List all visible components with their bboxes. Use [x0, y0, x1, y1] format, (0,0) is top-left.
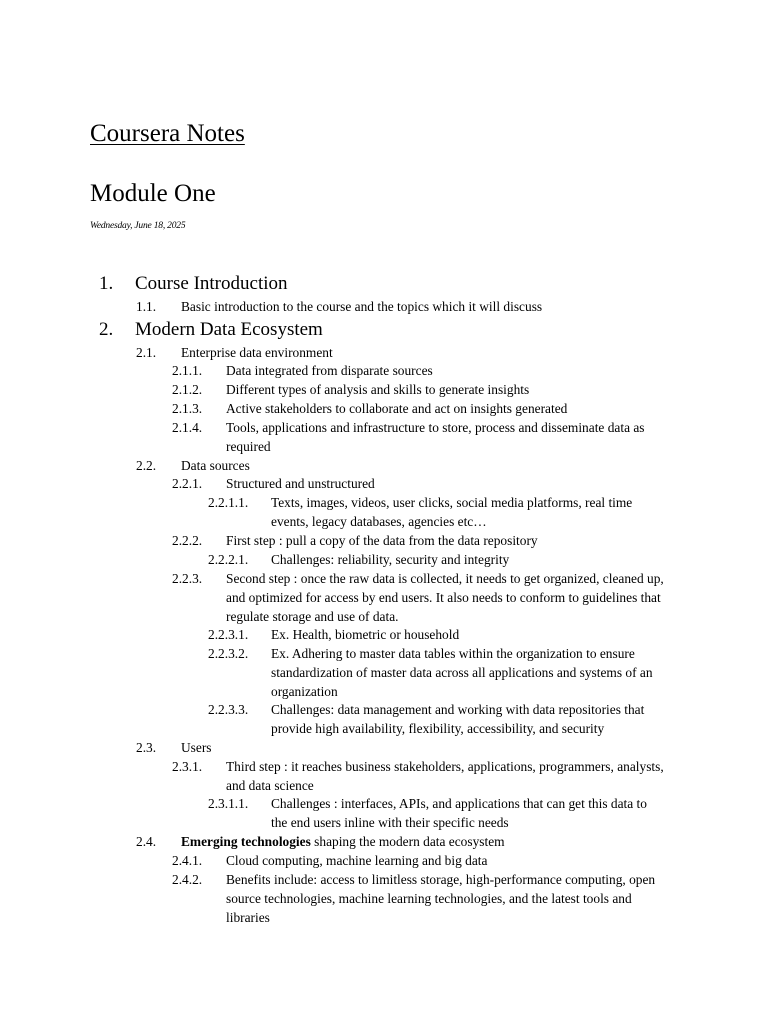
- item-text: Tools, applications and infrastructure to store, process and disseminate data as: [226, 420, 645, 435]
- item-text: source technologies, machine learning technologies, and the latest tools and: [226, 891, 632, 906]
- module-title: Module One: [90, 180, 216, 207]
- item-number: 2.3.1.1.: [208, 796, 249, 811]
- item-text: [181, 833, 505, 852]
- item-text: Challenges : interfaces, APIs, and applications that can get this data to: [271, 796, 647, 811]
- item-number: 2.3.: [136, 740, 157, 755]
- item-text: Texts, images, videos, user clicks, social media platforms, real time: [271, 495, 633, 510]
- item-number: 1.1.: [136, 299, 157, 314]
- item-text: Third step : it reaches business stakeholders, applications, programmers, analysts,: [226, 759, 664, 774]
- item-number: 2.1.3.: [172, 401, 203, 416]
- section-number: 1.: [99, 273, 114, 294]
- item-text: Active stakeholders to collaborate and act on insights generated: [226, 401, 568, 416]
- item-text: Data sources: [181, 458, 250, 473]
- item-number: 2.2.3.1.: [208, 627, 249, 642]
- item-text: the end users inline with their specific needs: [271, 815, 509, 830]
- item-text: libraries: [226, 910, 270, 925]
- item-number: 2.4.1.: [172, 853, 203, 868]
- item-text-rest: shaping the modern data ecosystem: [310, 834, 505, 849]
- item-text: and data science: [226, 778, 314, 793]
- item-text: Different types of analysis and skills to generate insights: [226, 382, 530, 397]
- item-text: Challenges: data management and working with data repositories that: [271, 702, 645, 717]
- item-number: 2.3.1.: [172, 759, 203, 774]
- page-title: Coursera Notes: [90, 120, 245, 147]
- item-text: Benefits include: access to limitless storage, high-performance computing, open: [226, 872, 656, 887]
- item-text: Basic introduction to the course and the topics which it will discuss: [181, 299, 543, 314]
- item-text: First step : pull a copy of the data from the data repository: [226, 533, 538, 548]
- item-text: Cloud computing, machine learning and big data: [226, 853, 488, 868]
- item-number: 2.2.2.1.: [208, 552, 249, 567]
- item-number: 2.2.1.: [172, 476, 203, 491]
- item-text: regulate storage and use of data.: [226, 609, 399, 624]
- item-number: 2.4.2.: [172, 872, 203, 887]
- item-text: and optimized for access by end users. It also needs to conform to guidelines that: [226, 590, 661, 605]
- item-number: 2.2.3.: [172, 571, 203, 586]
- item-text: Structured and unstructured: [226, 476, 375, 491]
- item-text: provide high availability, flexibility, accessibility, and security: [271, 721, 605, 736]
- item-number: 2.2.2.: [172, 533, 203, 548]
- item-number: 2.1.: [136, 345, 157, 360]
- bold-term: Emerging technologies: [181, 834, 311, 849]
- item-text: Enterprise data environment: [181, 345, 333, 360]
- page-date: Wednesday, June 18, 2025: [90, 221, 186, 231]
- item-number: 2.2.3.3.: [208, 702, 249, 717]
- section-title: Course Introduction: [135, 273, 288, 294]
- item-number: 2.1.1.: [172, 363, 203, 378]
- item-number: 2.2.: [136, 458, 157, 473]
- item-number: 2.2.1.1.: [208, 495, 249, 510]
- item-text: standardization of master data across all applications and systems of an: [271, 665, 653, 680]
- item-text: Ex. Health, biometric or household: [271, 627, 460, 642]
- item-text: organization: [271, 684, 338, 699]
- item-number: 2.1.4.: [172, 420, 203, 435]
- item-text: Ex. Adhering to master data tables within the organization to ensure: [271, 646, 635, 661]
- item-text: required: [226, 439, 271, 454]
- item-text: Users: [181, 740, 212, 755]
- item-text: Challenges: reliability, security and integrity: [271, 552, 510, 567]
- item-text: Data integrated from disparate sources: [226, 363, 433, 378]
- item-number: 2.1.2.: [172, 382, 203, 397]
- section-title: Modern Data Ecosystem: [135, 319, 323, 340]
- section-number: 2.: [99, 319, 114, 340]
- item-text: Second step : once the raw data is collected, it needs to get organized, cleaned up,: [226, 571, 664, 586]
- item-number: 2.2.3.2.: [208, 646, 249, 661]
- item-text: events, legacy databases, agencies etc…: [271, 514, 487, 529]
- item-number: 2.4.: [136, 834, 157, 849]
